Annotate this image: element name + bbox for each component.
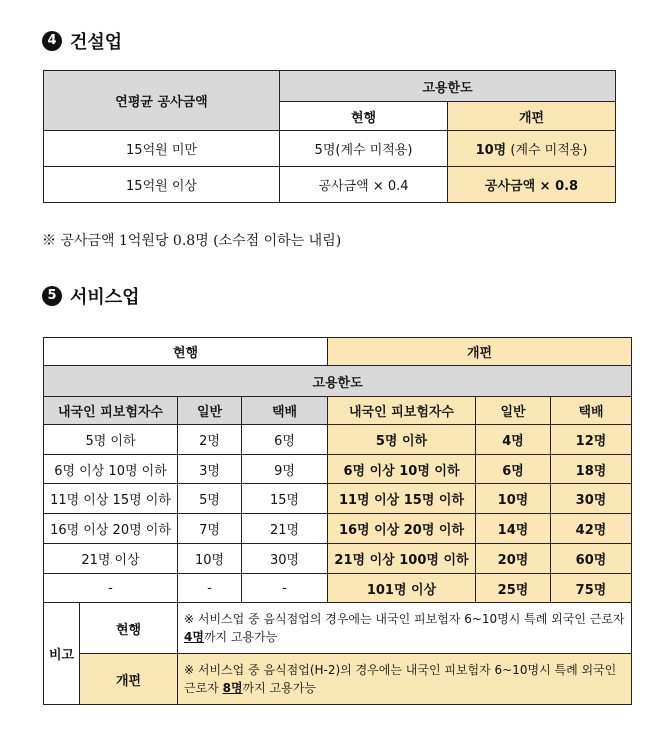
- remark-emph: 4명: [184, 630, 204, 644]
- revised-rest: (계수 미적용): [506, 143, 588, 158]
- cell: 6명 이상 10명 이하: [328, 455, 476, 484]
- table-row: [44, 484, 632, 514]
- col-header-employees-current: 내국인 피보험자수: [44, 397, 178, 425]
- remark-emph: 8명: [222, 681, 243, 695]
- remark-text: ※ 서비스업 중 음식점업의 경우에는 내국인 피보험자 6~10명시 특례 외국인 근로자: [184, 612, 625, 626]
- col-header-delivery-revised: 택배: [551, 397, 632, 425]
- cell: 75명: [551, 574, 632, 603]
- cell: 3명: [178, 455, 242, 484]
- revised-emph: 10명: [475, 143, 507, 158]
- cell: 11명 이상 15명 이하: [44, 484, 178, 514]
- table-row: [44, 574, 632, 603]
- revised-cell: [448, 167, 616, 203]
- cell: 4명: [476, 425, 551, 455]
- number-4-icon: 4: [42, 31, 62, 51]
- cell: 18명: [551, 455, 632, 484]
- col-header-employees-revised: 내국인 피보험자수: [328, 397, 476, 425]
- cell: 20명: [476, 544, 551, 574]
- header-employment-limit: 고용한도: [280, 71, 616, 102]
- cell: 14명: [476, 514, 551, 544]
- cell: 5명 이하: [328, 425, 476, 455]
- remark-text: ※ 서비스업 중 음식점업(H-2)의 경우에는 내국인 피보험자 6~10명시 특례 외국인 근로자: [184, 663, 617, 695]
- cell: 21명 이상 100명 이하: [328, 544, 476, 574]
- cell: 21명: [242, 514, 328, 544]
- cell: 15명: [242, 484, 328, 514]
- cell: 11명 이상 15명 이하: [328, 484, 476, 514]
- cell: 16명 이상 20명 이하: [328, 514, 476, 544]
- construction-table: [43, 70, 616, 203]
- cell: 42명: [551, 514, 632, 544]
- cell: -: [44, 574, 178, 603]
- header-annual-amount: 연평균 공사금액: [44, 71, 280, 131]
- amount-cell: 15억원 미만: [44, 131, 280, 167]
- table-row: [44, 544, 632, 574]
- cell: 30명: [242, 544, 328, 574]
- cell: 5명 이하: [44, 425, 178, 455]
- col-header-delivery-current: 택배: [242, 397, 328, 425]
- table-row: [44, 455, 632, 484]
- cell: -: [242, 574, 328, 603]
- remarks-label: 비고: [44, 603, 80, 705]
- cell: 6명: [476, 455, 551, 484]
- revised-emph: 공사금액 × 0.8: [484, 179, 579, 194]
- number-5-icon: 5: [42, 286, 62, 306]
- header-revised: 개편: [448, 102, 616, 131]
- cell: 25명: [476, 574, 551, 603]
- section-title-service: [42, 283, 140, 309]
- cell: 10명: [178, 544, 242, 574]
- service-header-current: 현행: [44, 338, 328, 366]
- table-row: [44, 514, 632, 544]
- cell: 9명: [242, 455, 328, 484]
- remark-current-label: 현행: [80, 603, 178, 654]
- construction-note: ※ 공사금액 1억원당 0.8명 (소수점 이하는 내림): [42, 233, 342, 249]
- section-title-construction: [42, 28, 122, 54]
- service-title: 서비스업: [70, 287, 140, 308]
- service-table: [43, 337, 632, 705]
- col-header-general-current: 일반: [178, 397, 242, 425]
- construction-title: 건설업: [70, 32, 123, 53]
- table-row: [44, 131, 616, 167]
- cell: 6명 이상 10명 이하: [44, 455, 178, 484]
- cell: 5명: [178, 484, 242, 514]
- col-header-general-revised: 일반: [476, 397, 551, 425]
- remark-current-text: [178, 603, 632, 654]
- cell: 2명: [178, 425, 242, 455]
- remark-text: 까지 고용가능: [203, 630, 278, 644]
- service-header-limit: 고용한도: [44, 366, 632, 397]
- cell: 7명: [178, 514, 242, 544]
- cell: 30명: [551, 484, 632, 514]
- cell: -: [178, 574, 242, 603]
- remark-revised-label: 개편: [80, 654, 178, 705]
- cell: 6명: [242, 425, 328, 455]
- cell: 21명 이상: [44, 544, 178, 574]
- remark-text: 까지 고용가능: [242, 681, 316, 695]
- cell: 10명: [476, 484, 551, 514]
- amount-cell: 15억원 이상: [44, 167, 280, 203]
- cell: 60명: [551, 544, 632, 574]
- current-cell: 공사금액 × 0.4: [280, 167, 448, 203]
- table-row: [44, 167, 616, 203]
- cell: 101명 이상: [328, 574, 476, 603]
- remark-revised-text: [178, 654, 632, 705]
- cell: 12명: [551, 425, 632, 455]
- service-header-revised: 개편: [328, 338, 632, 366]
- table-row: [44, 425, 632, 455]
- cell: 16명 이상 20명 이하: [44, 514, 178, 544]
- revised-cell: [448, 131, 616, 167]
- current-cell: 5명(계수 미적용): [280, 131, 448, 167]
- header-current: 현행: [280, 102, 448, 131]
